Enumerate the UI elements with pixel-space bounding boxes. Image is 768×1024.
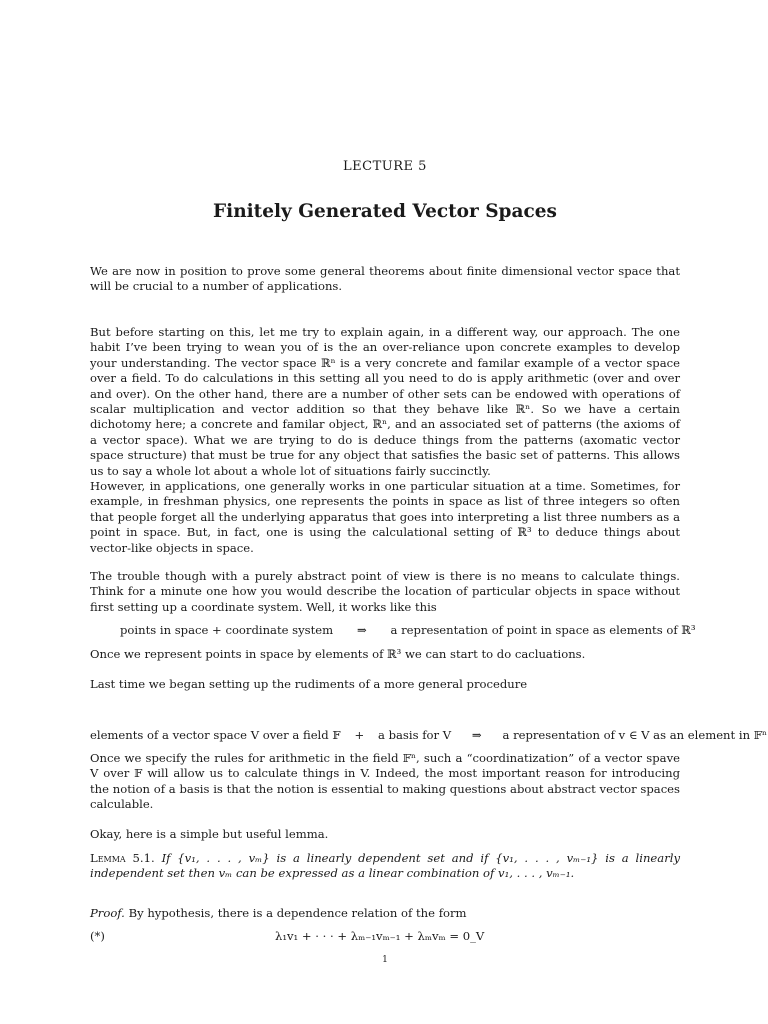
paragraph-last-time: Last time we began setting up the rudiments of a more general procedure — [90, 677, 528, 691]
implies-arrow: ⇒ — [356, 623, 367, 637]
paragraph-lemma-intro: Okay, here is a simple but useful lemma. — [90, 827, 329, 841]
equation-tag: (*) — [90, 929, 105, 943]
lecture-label: LECTURE 5 — [343, 159, 427, 174]
display2-representation: a representation of v ∈ V as an element in 𝔽ⁿ — [502, 728, 767, 742]
lemma-label: Lemma 5.1. — [90, 851, 155, 865]
display-coordinate-system — [120, 623, 696, 638]
display1-left: points in space + coordinate system — [120, 623, 334, 637]
paragraph-abstract-trouble: The trouble though with a purely abstract point of view is there is no means to calculate things. Think for a minute one how you would describe the location of particular objects in space without first setting up a coordinate system. Well, it works like this — [90, 569, 680, 614]
paragraph-approach: But before starting on this, let me try to explain again, in a different way, our approach. The one habit I’ve been trying to wean you of is the an over-reliance upon concrete examples to develop your understanding. The vector space ℝⁿ is a very concrete and familar example of a vector space over a field. To do calculations in this setting all you need to do is apply arithmetic (over and over and over). On the other hand, there are a number of other sets can be endowed with operations of scalar multiplication and vector addition so that they behave like ℝⁿ. So we have a certain dichotomy here; a concrete and familar object, ℝⁿ, and an associated set of patterns (the axioms of a vector space). What we are trying to do is deduce things from the patterns (axomatic vector space structure) that must be true for any object that satisfies the basic set of patterns. This allows us to say a whole lot about a whole lot of situations fairly succinctly. — [90, 325, 680, 478]
lemma-5-1 — [90, 851, 680, 882]
proof-start — [90, 906, 680, 921]
display2-vector-space: elements of a vector space V over a field 𝔽 — [90, 728, 341, 742]
dependence-equation: λ₁v₁ + · · · + λₘ₋₁vₘ₋₁ + λₘvₘ = 0_V — [275, 929, 485, 943]
page-title: Finitely Generated Vector Spaces — [213, 201, 557, 222]
display-basis-representation — [90, 728, 767, 743]
page-number: 1 — [382, 955, 388, 965]
paragraph-represent-points: Once we represent points in space by elements of ℝ³ we can start to do cacluations. — [90, 647, 586, 661]
proof-text: By hypothesis, there is a dependence relation of the form — [128, 906, 467, 920]
implies-arrow: ⇒ — [471, 728, 482, 742]
paragraph-applications: However, in applications, one generally works in one particular situation at a time. Sometimes, for example, in freshman physics, one represents the points in space as list of three integers so often that people forget all the underlying apparatus that goes into interpreting a list three numbers as a point in space. But, in fact, one is using the calculational setting of ℝ³ to deduce things about vector-like objects in space. — [90, 479, 680, 555]
lemma-statement: If {v₁, . . . , vₘ} is a linearly dependent set and if {v₁, . . . , vₘ₋₁} is a linearly independent set then vₘ can be expressed as a linear combination of v₁, . . . , vₘ₋₁. — [90, 851, 680, 881]
display2-basis: a basis for V — [377, 728, 452, 742]
plus-sign: + — [354, 728, 365, 742]
paragraph-coordinatization: Once we specify the rules for arithmetic in the field 𝔽ⁿ, such a “coordinatization” of a vector spave V over 𝔽 will allow us to calculate things in V. Indeed, the most important reason for introducing the notion of a basis is that the notion is essential to making questions about abstract vector spaces calculable. — [90, 751, 680, 812]
display1-right: a representation of point in space as elements of ℝ³ — [390, 623, 696, 637]
paragraph-intro: We are now in position to prove some general theorems about finite dimensional vector space that will be crucial to a number of applications. — [90, 264, 680, 294]
document-page — [90, 0, 767, 1024]
proof-label: Proof. — [90, 906, 125, 920]
